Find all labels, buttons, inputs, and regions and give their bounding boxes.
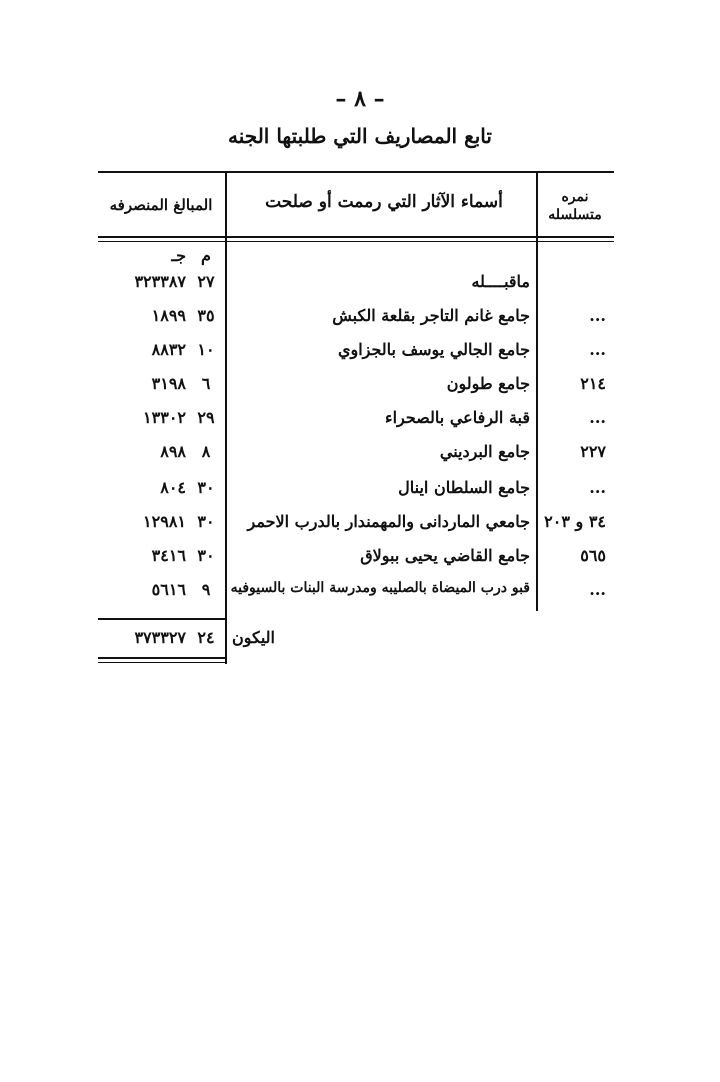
row-pounds: ٨٠٤	[160, 478, 186, 497]
header-serial: نمره متسلسله	[548, 189, 602, 223]
row-piastres: ٢٧	[197, 272, 215, 291]
row-piastres: ٩	[201, 580, 211, 599]
row-name: جامع البرديني	[439, 442, 530, 461]
row-pounds: ٨٨٣٢	[151, 340, 186, 359]
row-name: جامع الجالي يوسف بالجزاوي	[337, 340, 530, 359]
row-serial: ...	[589, 478, 606, 497]
row-serial: ...	[589, 580, 606, 599]
row-name: قبة الرفاعي بالصحراء	[385, 408, 530, 427]
bottom-rule	[98, 657, 226, 659]
row-serial: ...	[589, 408, 606, 427]
row-serial: ٥٦٥	[580, 546, 606, 565]
total-rule	[98, 618, 226, 620]
row-pounds: ٣٤١٦	[151, 546, 186, 565]
row-name: ماقبــــله	[471, 272, 530, 291]
total-label: اليكون	[232, 628, 275, 647]
bottom-rule-double	[98, 662, 226, 663]
row-name: جامع السلطان اينال	[398, 478, 530, 497]
row-pounds: ٣١٩٨	[151, 374, 186, 393]
row-piastres: ٣٠	[197, 478, 215, 497]
row-name: جامع القاضي يحيى ببولاق	[360, 546, 530, 565]
row-piastres: ٢٩	[197, 408, 215, 427]
total-pounds: ٣٧٣٣٢٧	[134, 628, 186, 647]
header-amounts: المبالغ المنصرفه	[109, 196, 213, 214]
total-piastres: ٢٤	[197, 628, 215, 647]
row-serial: ٢٢٧	[580, 442, 606, 461]
unit-piastre: م	[201, 246, 211, 265]
row-piastres: ٣٥	[197, 306, 215, 325]
row-name: جامع غانم التاجر بقلعة الكبش	[332, 306, 530, 325]
row-pounds: ٥٦١٦	[151, 580, 186, 599]
page-title: تابع المصاريف التي طلبتها الجنه	[228, 124, 492, 148]
row-pounds: ١٣٣٠٢	[143, 408, 186, 427]
row-piastres: ٨	[201, 442, 211, 461]
row-piastres: ٣٠	[197, 512, 215, 531]
row-pounds: ١٢٩٨١	[143, 512, 186, 531]
row-piastres: ١٠	[197, 340, 215, 359]
header-rule-double	[98, 241, 614, 242]
row-serial: ٢١٤	[580, 374, 606, 393]
row-piastres: ٦	[201, 374, 211, 393]
row-serial: ٣٤ و ٢٠٣	[544, 512, 606, 531]
row-name: جامعي الماردانى والمهمندار بالدرب الاحمر	[247, 512, 530, 531]
row-name: جامع طولون	[446, 374, 530, 393]
page-number: – ٨ –	[335, 86, 385, 112]
header-rule	[98, 236, 614, 238]
row-serial: ...	[589, 340, 606, 359]
row-name: قبو درب الميضاة بالصليبه ومدرسة البنات بالسيوفيه	[230, 580, 530, 596]
row-pounds: ٨٩٨	[160, 442, 186, 461]
table-col-divider-left	[225, 171, 227, 664]
row-pounds: ٣٢٣٣٨٧	[134, 272, 186, 291]
row-pounds: ١٨٩٩	[151, 306, 186, 325]
row-piastres: ٣٠	[197, 546, 215, 565]
unit-pound: جـ	[171, 246, 186, 265]
row-serial: ...	[589, 306, 606, 325]
header-names: أسماء الآثار التي رممت أو صلحت	[265, 192, 503, 212]
